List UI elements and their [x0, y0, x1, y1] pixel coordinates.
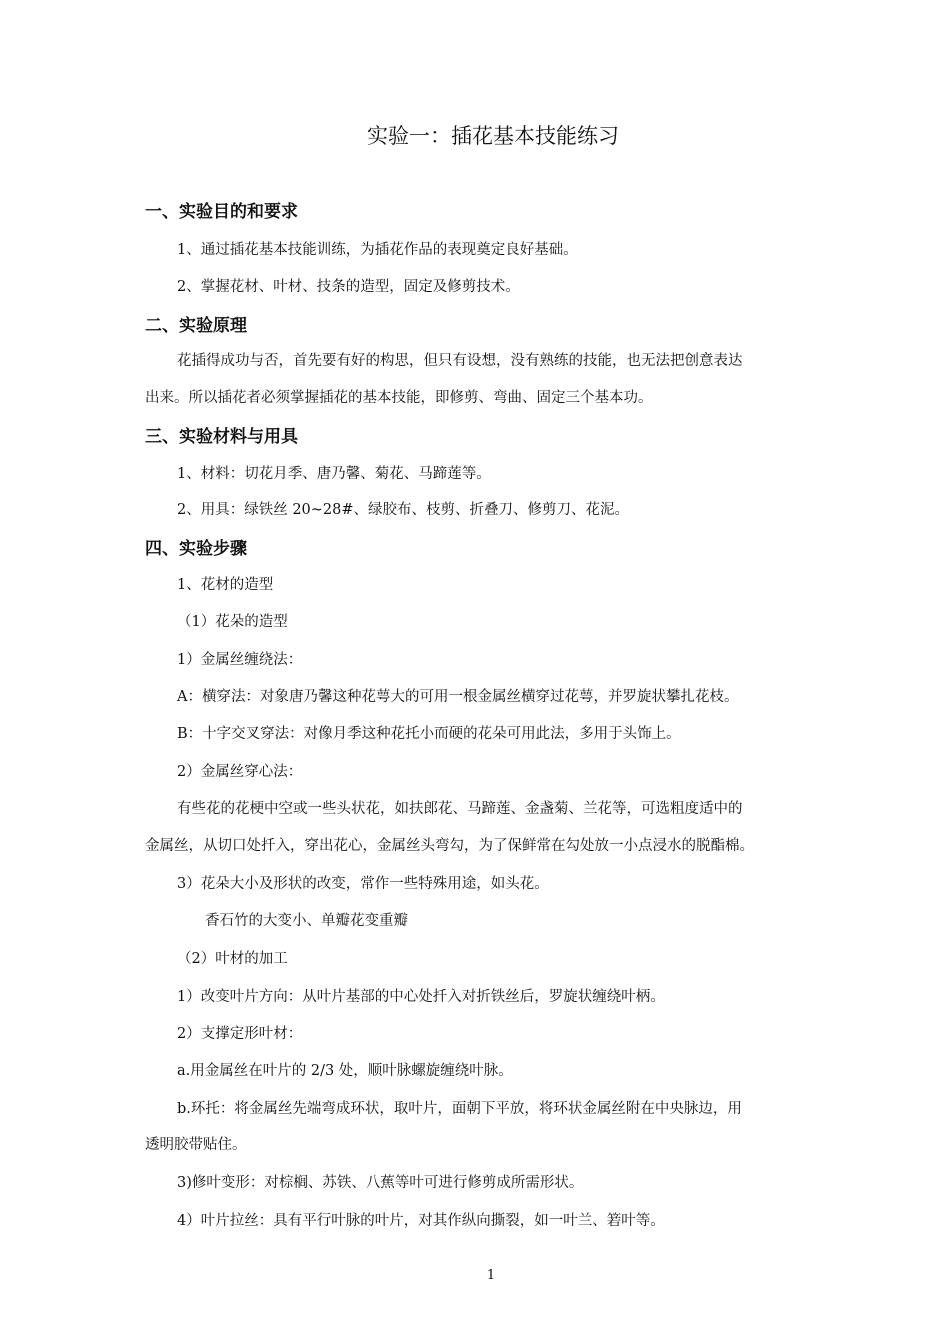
- document-title: 实验一：插花基本技能练习: [367, 124, 619, 148]
- paragraph: A：横穿法：对象唐乃馨这种花萼大的可用一根金属丝横穿过花萼，并罗旋状攀扎花枝。: [177, 689, 739, 705]
- paragraph: 1）改变叶片方向：从叶片基部的中心处扦入对折铁丝后，罗旋状缠绕叶柄。: [177, 989, 665, 1005]
- page-number: 1: [486, 1268, 496, 1283]
- paragraph: 有些花的花梗中空或一些头状花，如扶郎花、马蹄莲、金盏菊、兰花等，可选粗度适中的: [177, 801, 743, 817]
- paragraph: （2）叶材的加工: [177, 951, 288, 967]
- paragraph: 1、材料：切花月季、唐乃馨、菊花、马蹄莲等。: [177, 466, 491, 482]
- section-heading-4: 四、实验步骤: [145, 539, 247, 559]
- paragraph: 香石竹的大变小、单瓣花变重瓣: [205, 913, 408, 929]
- paragraph: 3)修叶变形：对棕榈、苏铁、八蕉等叶可进行修剪成所需形状。: [177, 1175, 584, 1191]
- paragraph: 花插得成功与否，首先要有好的构思，但只有设想，没有熟练的技能，也无法把创意表达: [177, 353, 743, 369]
- paragraph: 4）叶片拉丝：具有平行叶脉的叶片，对其作纵向撕裂，如一叶兰、箬叶等。: [177, 1213, 665, 1229]
- paragraph: 2）金属丝穿心法：: [177, 764, 303, 780]
- paragraph: 透明胶带贴住。: [145, 1137, 247, 1153]
- paragraph: 1、花材的造型: [177, 577, 274, 593]
- paragraph: 2、掌握花材、叶材、技条的造型，固定及修剪技术。: [177, 279, 520, 295]
- paragraph: （1）花朵的造型: [177, 614, 288, 630]
- paragraph: 2）支撑定形叶材：: [177, 1026, 303, 1042]
- paragraph: 1）金属丝缠绕法：: [177, 652, 303, 668]
- section-heading-3: 三、实验材料与用具: [145, 427, 298, 447]
- section-heading-1: 一、实验目的和要求: [145, 202, 298, 222]
- paragraph: 金属丝，从切口处扦入，穿出花心，金属丝头弯勾，为了保鲜常在勾处放一小点浸水的脱酯棉。: [145, 838, 754, 854]
- paragraph: 3）花朵大小及形状的改变，常作一些特殊用途，如头花。: [177, 876, 549, 892]
- paragraph: 出来。所以插花者必须掌握插花的基本技能，即修剪、弯曲、固定三个基本功。: [145, 390, 653, 406]
- paragraph: b.环托：将金属丝先端弯成环状，取叶片，面朝下平放，将环状金属丝附在中央脉边，用: [177, 1101, 742, 1117]
- section-heading-2: 二、实验原理: [145, 316, 247, 336]
- paragraph: B：十字交叉穿法：对像月季这种花托小而硬的花朵可用此法，多用于头饰上。: [177, 726, 681, 742]
- paragraph: a.用金属丝在叶片的 2/3 处，顺叶脉螺旋缠绕叶脉。: [177, 1063, 513, 1079]
- paragraph: 1、通过插花基本技能训练，为插花作品的表现奠定良好基础。: [177, 242, 578, 258]
- paragraph: 2、用具：绿铁丝 20~28#、绿胶布、枝剪、折叠刀、修剪刀、花泥。: [177, 502, 630, 518]
